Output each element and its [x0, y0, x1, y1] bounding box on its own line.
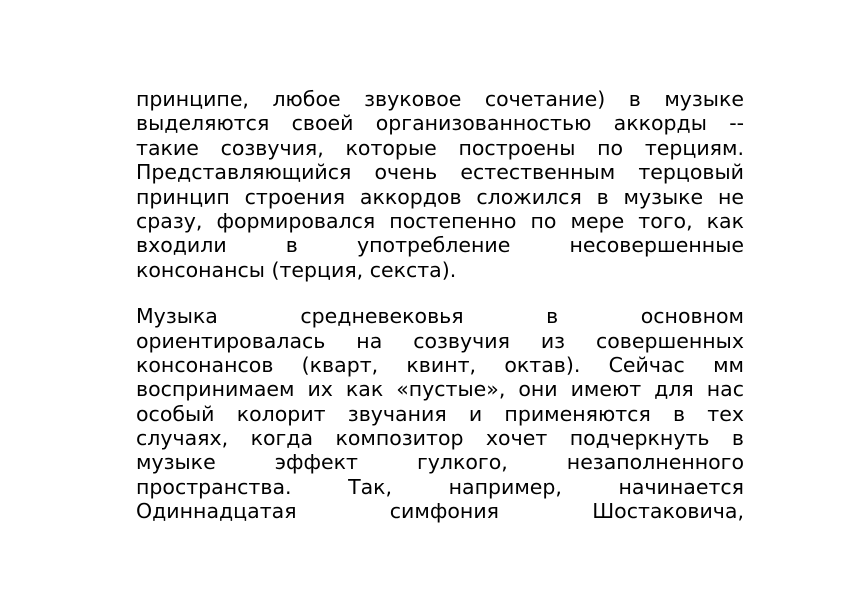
text-line: ориентировалась на созвучия из совершенных [136, 328, 744, 353]
text-line: консонансы (терция, секста). [136, 257, 457, 282]
text-line: случаях, когда композитор хочет подчеркнуть в [136, 426, 744, 451]
text-line: Музыка средневековья в основном [136, 304, 744, 329]
text-line: сразу, формировался постепенно по мере того, как [136, 208, 744, 233]
text-line: выделяются своей организованностью аккорды -- [136, 111, 744, 136]
text-line: особый колорит звучания и применяются в тех [136, 401, 744, 426]
text-line: принципе, любое звуковое сочетание) в музыке [136, 87, 744, 111]
text-line: пространства. Так, например, начинается [136, 474, 744, 499]
text-body [136, 87, 744, 524]
paragraph-1 [136, 87, 744, 282]
paragraph-2 [136, 304, 744, 524]
text-line: входили в употребление несовершенные [136, 233, 744, 258]
text-line: музыке эффект гулкого, незаполненного [136, 450, 744, 475]
text-line: Представляющийся очень естественным терцовый [136, 160, 744, 185]
text-line: консонансов (кварт, квинт, октав). Сейчас мм [136, 352, 744, 377]
text-line: воспринимаем их как «пустые», они имеют для нас [136, 377, 744, 402]
text-line: Одиннадцатая симфония Шостаковича, [136, 499, 744, 524]
text-line: такие созвучия, которые построены по терциям. [136, 135, 744, 160]
text-line: принцип строения аккордов сложился в музыке не [136, 184, 744, 209]
